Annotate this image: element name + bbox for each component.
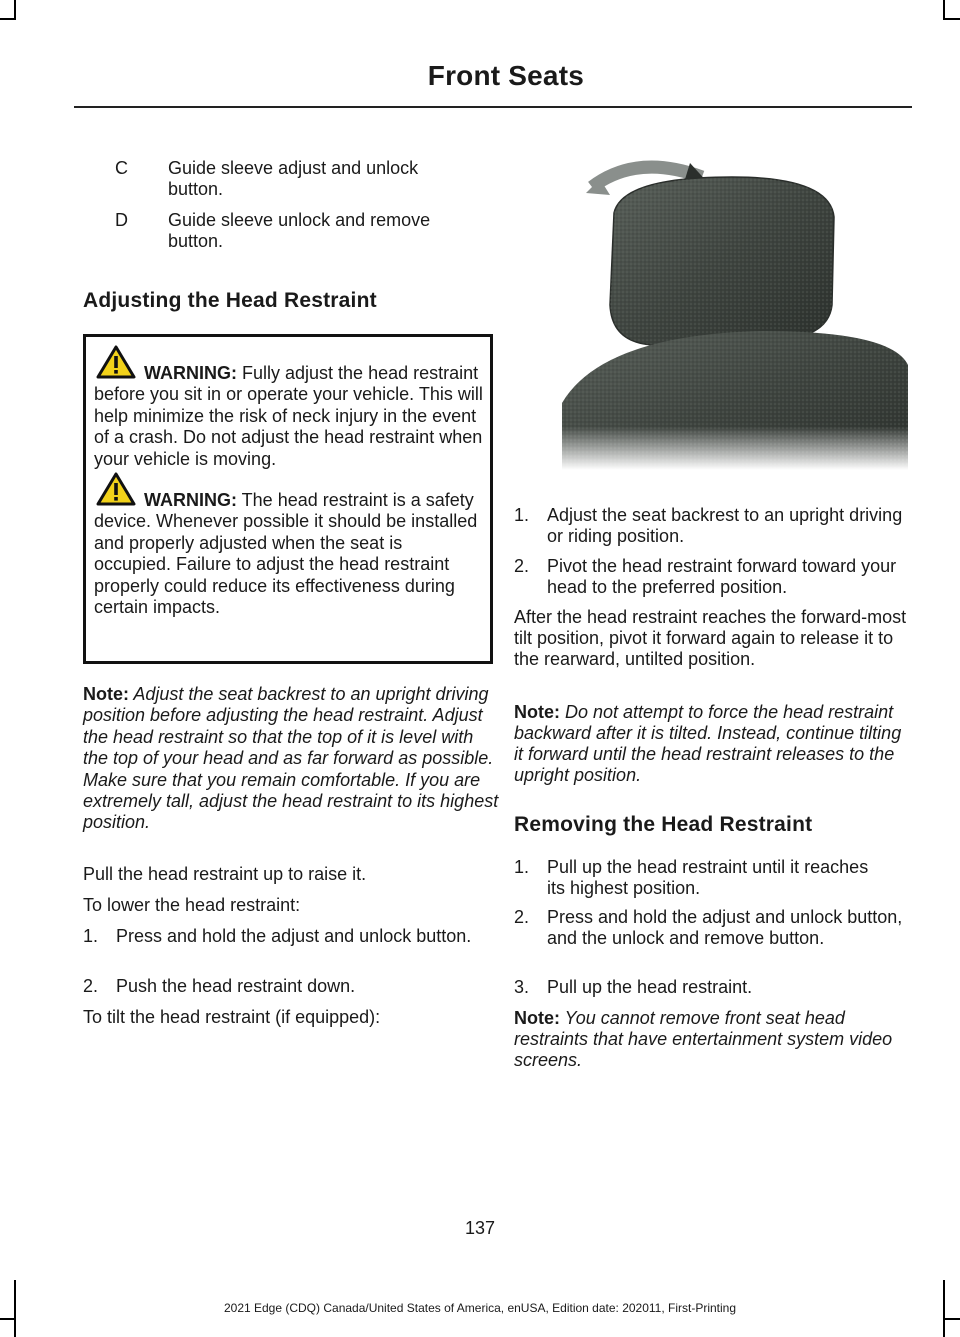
footer-text: 2021 Edge (CDQ) Canada/United States of America, enUSA, Edition date: 202011, First-Printing [223,1301,737,1315]
body-paragraph: After the head restraint reaches the forward-most tilt position, pivot it forward again to release it to the rearward, untilted position. [514,607,907,669]
warning-text: Fully adjust the head restraint before you sit in or operate your vehicle. This will help minimize the risk of neck injury in the event of a crash. Do not adjust the head restraint when your vehicle is moving. [94,363,483,469]
crop-mark [0,1318,16,1320]
warning-paragraph [94,490,484,618]
body-paragraph: To tilt the head restraint (if equipped): [83,1007,381,1027]
list-text: Press and hold the adjust and unlock button. [116,926,472,946]
list-text: Adjust the seat backrest to an upright driving or riding position. [547,505,903,546]
note-paragraph [514,702,908,786]
list-number: 1. [83,926,99,946]
warning-triangle-icon [96,472,136,506]
warning-box [83,334,493,664]
header-divider [74,106,912,108]
head-restraint-illustration [562,155,908,470]
legend-text: Guide sleeve adjust and unlock button. [168,158,419,199]
list-number: 3. [514,977,530,997]
head-restraint-image [562,155,908,470]
note-text: Adjust the seat backrest to an upright driving position before adjusting the head restraint. Adjust the head restraint so that the top of it is level with the top of your head and as far forward as possible. Make sure that you remain comfortable. If you are extremely tall, adjust the head restraint to its highest position. [83,684,499,833]
crop-mark [943,0,945,20]
legend-text: Guide sleeve unlock and remove button. [168,210,431,251]
warning-triangle-icon [96,345,136,379]
section-heading: Removing the Head Restraint [514,813,813,836]
note-text: Do not attempt to force the head restraint backward after it is tilted. Instead, continue tilting it forward until the head restraint releases to the upright position. [514,702,902,785]
body-paragraph: To lower the head restraint: [83,895,301,915]
legend-key: D [115,210,128,230]
crop-mark [14,0,16,20]
page-title: Front Seats [427,60,584,91]
note-paragraph [83,684,501,834]
body-paragraph: Pull the head restraint up to raise it. [83,864,367,884]
list-text: Pivot the head restraint forward toward your head to the preferred position. [547,556,897,597]
legend-key: C [115,158,128,178]
list-text: Push the head restraint down. [116,976,356,996]
warning-paragraph [94,363,484,470]
list-number: 2. [83,976,99,996]
page-number: 137 [464,1218,496,1238]
warning-label: WARNING: [144,490,237,511]
warning-label: WARNING: [144,363,237,383]
note-paragraph [514,1008,908,1071]
crop-mark [943,1318,960,1320]
list-text: Press and hold the adjust and unlock button, and the unlock and remove button. [547,907,903,948]
list-text: Pull up the head restraint. [547,977,753,997]
note-label: Note: [514,702,560,722]
list-text: Pull up the head restraint until it reaches its highest position. [547,857,869,898]
list-number: 1. [514,505,530,525]
crop-mark [943,18,960,20]
note-label: Note: [83,684,129,704]
list-number: 2. [514,907,530,927]
warning-text: The head restraint is a safety device. Whenever possible it should be installed and properly adjusted when the seat is occupied. Failure to adjust the head restraint properly could reduce its effectiveness during certain impacts. [94,490,478,618]
note-label: Note: [514,1008,560,1028]
crop-mark [0,18,16,20]
note-text: You cannot remove front seat head restraints that have entertainment system video screens. [514,1008,893,1070]
list-number: 2. [514,556,530,576]
list-number: 1. [514,857,530,877]
section-heading: Adjusting the Head Restraint [83,289,377,312]
